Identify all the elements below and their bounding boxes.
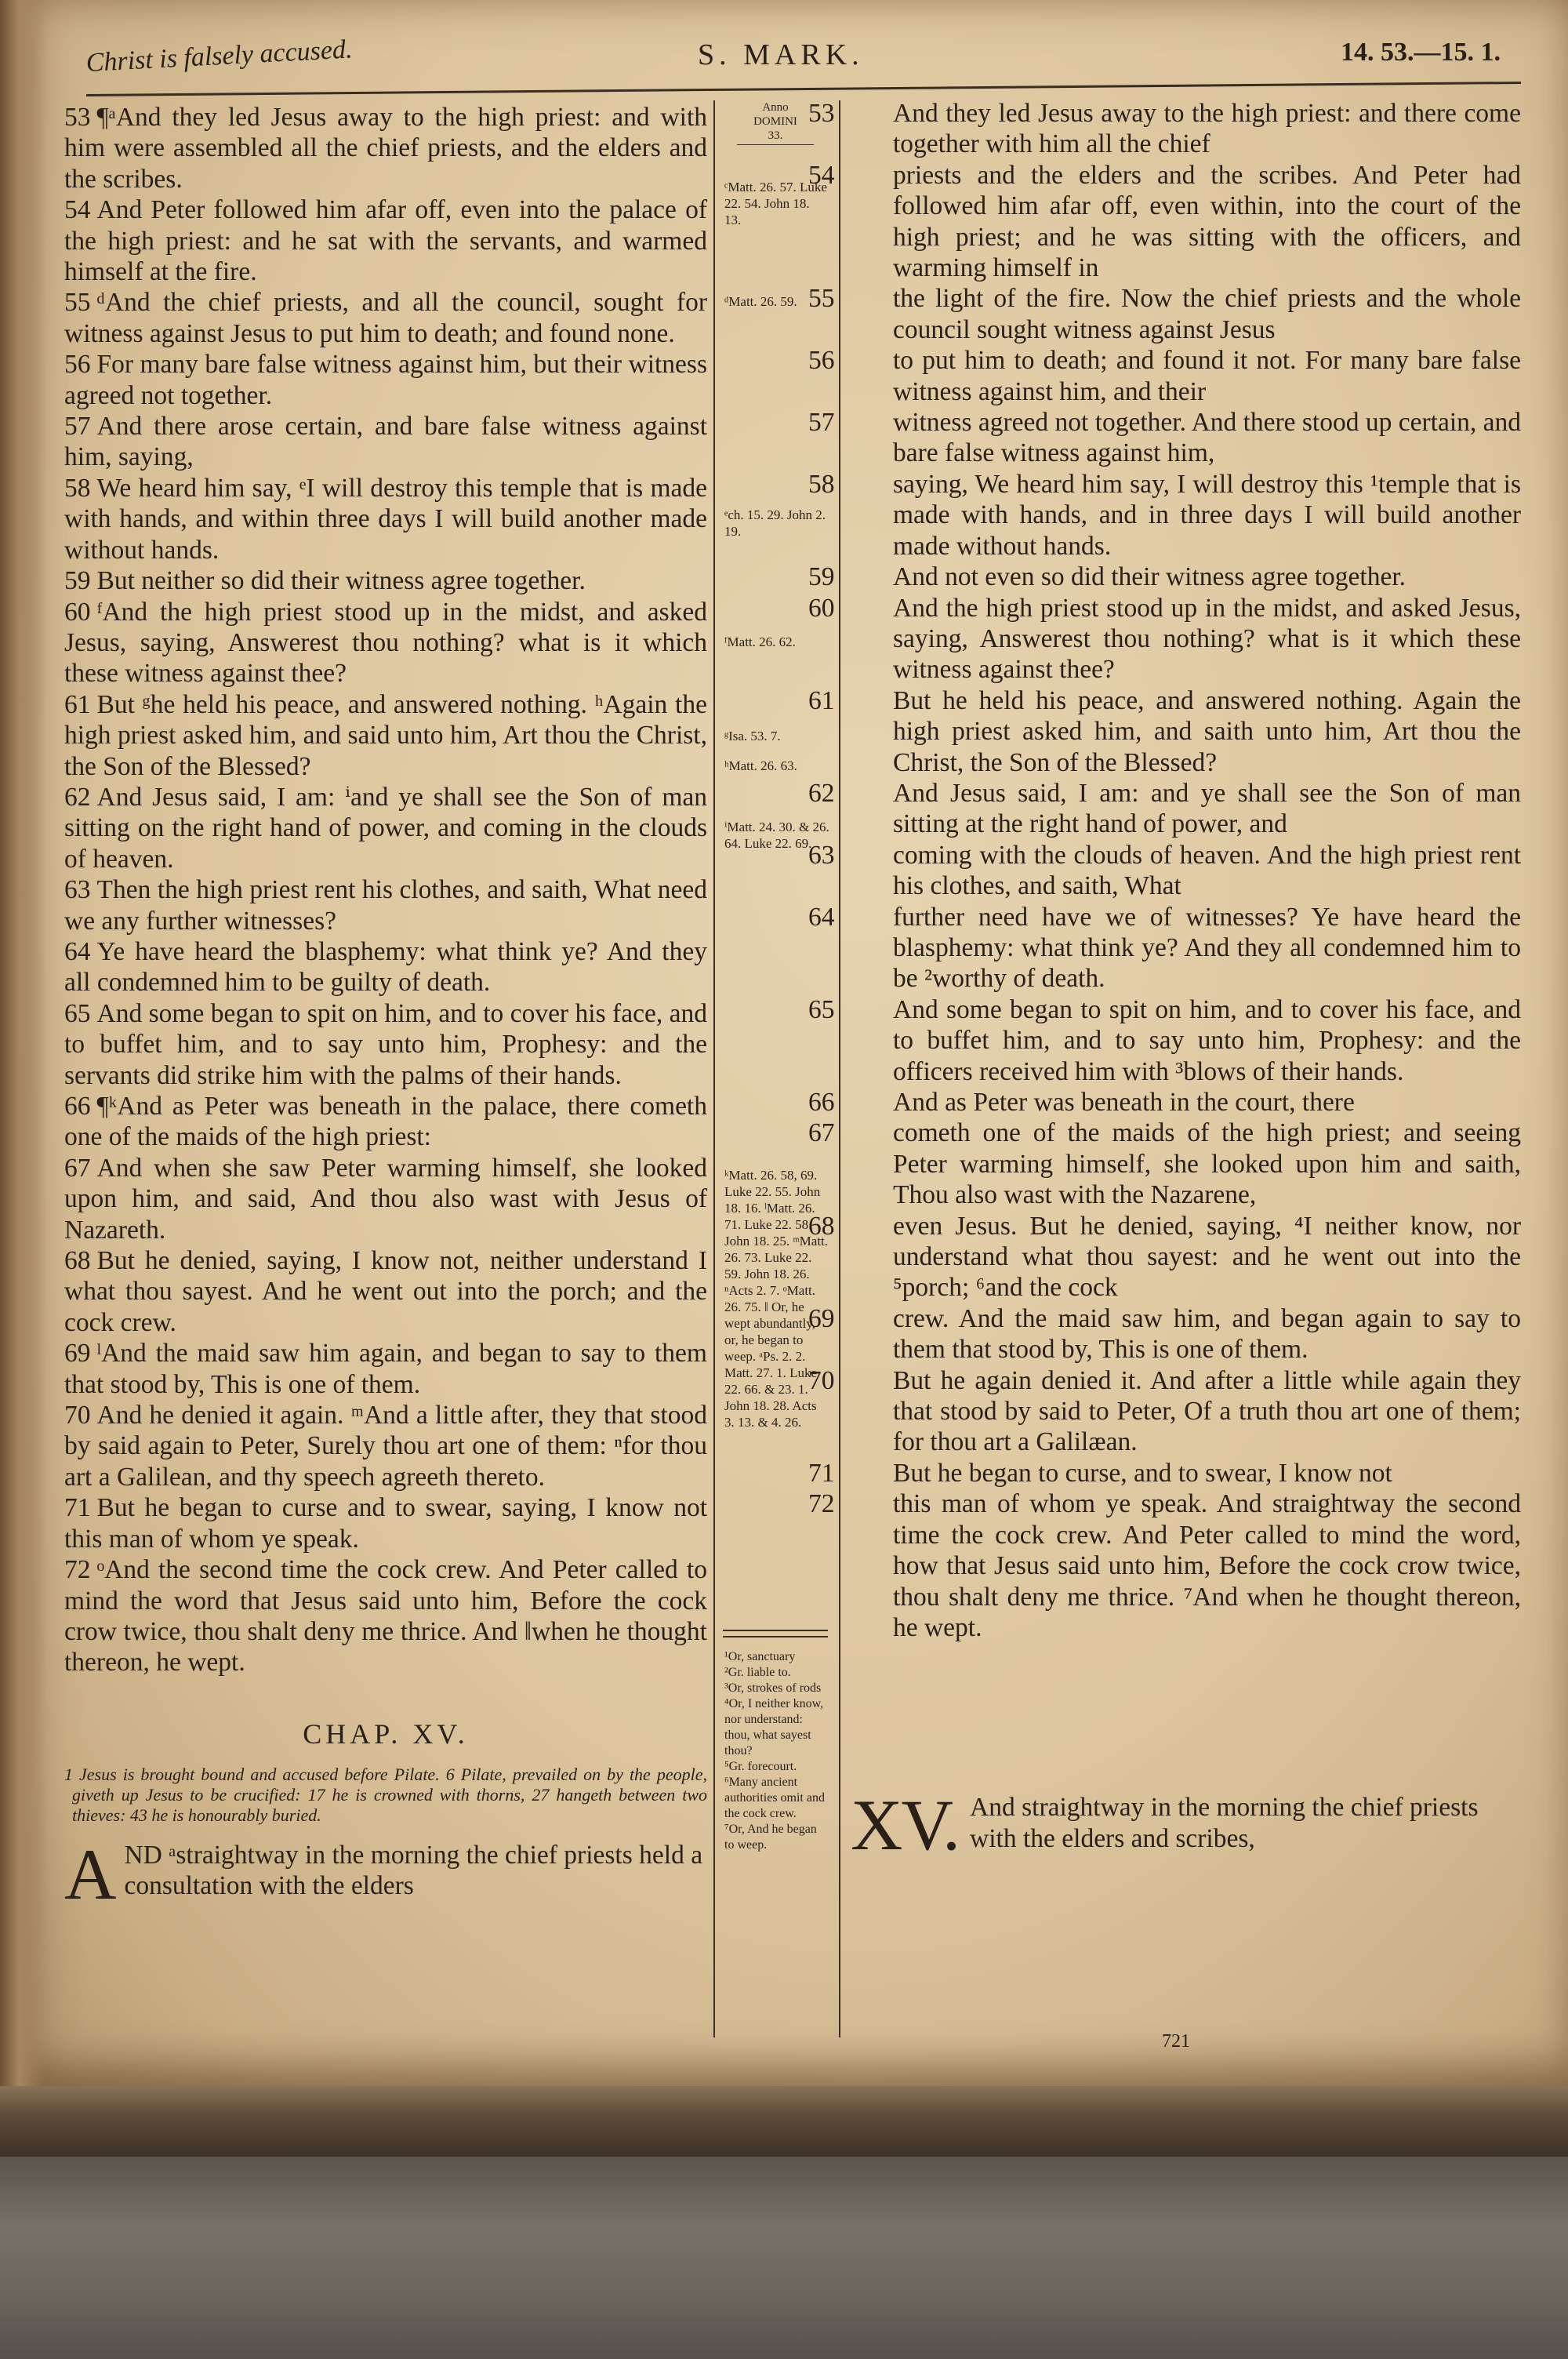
verse-text: priests and the elders and the scribes. And Peter had followed him afar off, even within, into the court of the high priest; and he was sitting with the officers, and warming himself in	[893, 160, 1521, 283]
chapter-opening-rv	[851, 1785, 1521, 1866]
verse-text: But ᵍhe held his peace, and answered nothing. ʰAgain the high priest asked him, and said unto him, Art thou the Christ, the Son of the Blessed?	[64, 689, 707, 781]
verse-number: 65	[64, 998, 91, 1028]
left-verse-list	[64, 102, 707, 1678]
verse-56	[808, 345, 1521, 407]
verse-number: 58	[64, 473, 91, 503]
verse-number: 63	[64, 875, 91, 905]
page-edges	[0, 2086, 1568, 2157]
verse-number: 53	[64, 103, 91, 132]
cross-ref: ʰMatt. 26. 63.	[724, 758, 797, 773]
verse-text: the light of the fire. Now the chief priests and the whole council sought witness against Jesus	[893, 284, 1521, 344]
verse-number: 55	[808, 284, 835, 314]
verse-number: 72	[808, 1489, 835, 1519]
anno-rule	[737, 144, 814, 145]
drop-cap: A	[64, 1834, 117, 1914]
verse-text: ¶ᵏAnd as Peter was beneath in the palace, there cometh one of the maids of the high priest:	[64, 1092, 707, 1152]
verse-60	[64, 597, 707, 689]
verse-text: And some began to spit on him, and to cover his face, and to buffet him, and to say unto him, Prophesy: and the officers received him with ³blows of their hands.	[893, 994, 1521, 1086]
verse-number: 70	[64, 1401, 91, 1430]
verse-62	[808, 778, 1521, 840]
cross-ref: ᵉch. 15. 29. John 2. 19.	[724, 507, 826, 539]
verse-66	[808, 1087, 1521, 1118]
book-cover	[0, 2157, 1568, 2359]
verse-number: 59	[64, 566, 91, 596]
page-number: 721	[1162, 2031, 1190, 2052]
left-column-av	[64, 102, 707, 1914]
verse-66	[64, 1091, 707, 1153]
column-rule-left	[713, 100, 715, 2037]
notes-rule	[723, 1630, 828, 1631]
verse-number: 64	[808, 902, 835, 932]
verse-69	[808, 1303, 1521, 1365]
verse-67	[64, 1153, 707, 1245]
verse-56	[64, 349, 707, 411]
verse-67	[808, 1118, 1521, 1210]
verse-text: And there arose certain, and bare false witness against him, saying,	[64, 412, 707, 472]
cross-ref: ᶜMatt. 26. 57. Luke 22. 54. John 18. 13.	[724, 180, 827, 227]
verse-number: 61	[808, 685, 835, 715]
verse-number: 62	[808, 778, 835, 808]
chapter-numeral: XV.	[851, 1785, 960, 1866]
cross-ref: ᵈMatt. 26. 59.	[724, 294, 797, 309]
right-column-rv	[808, 98, 1521, 1866]
verse-64	[64, 936, 707, 998]
verse-70	[64, 1400, 707, 1492]
verse-number: 54	[808, 160, 835, 190]
chapter-opening-text-rv: And straightway in the morning the chief priests with the elders and scribes,	[970, 1793, 1479, 1853]
verse-text: coming with the clouds of heaven. And the high priest rent his clothes, and saith, What	[893, 840, 1521, 901]
verse-59	[808, 562, 1521, 592]
chapter-synopsis: 1 Jesus is brought bound and accused before Pilate. 6 Pilate, prevailed on by the people, giveth up Jesus to be crucified: 17 he is crowned with thorns, 27 hangeth between two thieves: 43 he is honourably buried.	[64, 1764, 707, 1825]
verse-number: 57	[808, 408, 835, 438]
verse-number: 66	[808, 1088, 835, 1117]
verse-text: ¶ᵃAnd they led Jesus away to the high priest: and with him were assembled all the chief priests, and the elders and the scribes.	[64, 103, 707, 194]
verse-number: 63	[808, 840, 835, 870]
verse-54	[64, 194, 707, 287]
verse-text: witness agreed not together. And there stood up certain, and bare false witness against him,	[893, 408, 1521, 468]
verse-68	[64, 1245, 707, 1338]
cross-ref: ⁱMatt. 24. 30. & 26. 64. Luke 22. 69.	[724, 820, 829, 851]
verse-65	[64, 998, 707, 1091]
verse-number: 60	[64, 597, 91, 627]
verse-number: 54	[64, 195, 91, 225]
verse-text: But he began to curse, and to swear, I know not	[893, 1458, 1392, 1488]
verse-number: 56	[808, 346, 835, 376]
verse-63	[808, 840, 1521, 902]
verse-63	[64, 874, 707, 936]
verse-text: And not even so did their witness agree together.	[893, 562, 1406, 592]
verse-text: But he again denied it. And after a little while again they that stood by said to Peter, Of a truth thou art one of them; for thou art a Galilæan.	[893, 1365, 1521, 1457]
verse-61	[64, 689, 707, 782]
verse-text: But neither so did their witness agree together.	[96, 566, 586, 596]
verse-72	[64, 1554, 707, 1678]
verse-58	[64, 473, 707, 565]
verse-text: saying, We heard him say, I will destroy this ¹temple that is made with hands, and in three days I will build another made without hands.	[893, 469, 1521, 561]
verse-number: 60	[808, 593, 835, 623]
marginal-note: ⁴Or, I neither know, nor understand: thou, what sayest thou?	[724, 1697, 824, 1757]
marginal-note: ³Or, strokes of rods	[724, 1681, 822, 1695]
verse-54	[808, 160, 1521, 284]
verse-number: 56	[64, 350, 91, 380]
verse-57	[64, 411, 707, 473]
marginal-note: ⁷Or, And he began to weep.	[724, 1823, 817, 1852]
cross-ref: ᵍIsa. 53. 7.	[724, 729, 781, 743]
verse-number: 62	[64, 782, 91, 812]
verse-text: to put him to death; and found it not. For many bare false witness against him, and their	[893, 346, 1521, 406]
verse-text: this man of whom ye speak. And straightway the second time the cock crew. And Peter called to mind the word, how that Jesus said unto him, Before the cock crow twice, thou shalt deny me thrice. ⁷And when he thought thereon, he wept.	[893, 1489, 1521, 1642]
verse-number: 72	[64, 1555, 91, 1585]
verse-number: 53	[808, 99, 835, 128]
book-spine-shadow	[0, 0, 47, 2086]
running-head-left: Christ is falsely accused.	[85, 35, 354, 78]
verse-number: 61	[64, 689, 91, 719]
verse-64	[808, 902, 1521, 994]
verse-59	[64, 565, 707, 596]
cross-ref: ᵏMatt. 26. 58, 69. Luke 22. 55. John 18. 16. ˡMatt. 26. 71. Luke 22. 58. John 18. 25. ᵐMatt. 26. 73. Luke 22. 59. John 18. 26. ⁿActs 2. 7. ᵒMatt. 26. 75. ‖ Or, he wept abundantly, or, he began to weep. ᵃPs. 2. 2. Matt. 27. 1. Luke 22. 66. & 23. 1. John 18. 28. Acts 3. 13. & 4. 26.	[724, 1168, 829, 1430]
verse-text: And Jesus said, I am: ⁱand ye shall see the Son of man sitting on the right hand of power, and coming in the clouds of heaven.	[64, 782, 707, 874]
verse-number: 70	[808, 1365, 835, 1395]
verse-text: crew. And the maid saw him, and began again to say to them that stood by, This is one of them.	[893, 1303, 1521, 1365]
verse-number: 59	[808, 562, 835, 592]
verse-number: 69	[64, 1339, 91, 1369]
right-verse-list	[808, 98, 1521, 1643]
marginal-notes	[724, 1649, 829, 1853]
verse-number: 68	[64, 1246, 91, 1276]
cross-ref: ᶠMatt. 26. 62.	[724, 634, 796, 649]
verse-55	[808, 283, 1521, 345]
verse-69	[64, 1338, 707, 1400]
verse-number: 69	[808, 1303, 835, 1333]
verse-62	[64, 782, 707, 874]
verse-text: further need have we of witnesses? Ye have heard the blasphemy: what think ye? And they all condemned him to be ²worthy of death.	[893, 902, 1521, 994]
marginal-note: ¹Or, sanctuary	[724, 1650, 796, 1663]
verse-text: ᵒAnd the second time the cock crew. And Peter called to mind the word that Jesus said unto him, Before the cock crow twice, thou shalt deny me thrice. And ‖when he thought thereon, he wept.	[64, 1555, 707, 1677]
verse-text: ᵈAnd the chief priests, and all the council, sought for witness against Jesus to put him to death; and found none.	[64, 288, 707, 348]
verse-text: But he began to curse and to swear, saying, I know not this man of whom ye speak.	[64, 1493, 707, 1554]
verse-53	[64, 102, 707, 194]
verse-60	[808, 593, 1521, 685]
verse-70	[808, 1365, 1521, 1458]
chapter-opening-text: ND ᵃstraightway in the morning the chief priests held a consultation with the elders	[124, 1840, 703, 1901]
marginal-note: ⁶Many ancient authorities omit and the cock crew.	[724, 1776, 825, 1820]
chapter-verse-range: 14. 53.—15. 1.	[1341, 38, 1501, 67]
verse-text: And the high priest stood up in the midst, and asked Jesus, saying, Answerest thou nothing? what is it which these witness against thee?	[893, 593, 1521, 685]
verse-text: ˡAnd the maid saw him again, and began to say to them that stood by, This is one of them.	[64, 1339, 707, 1399]
verse-number: 58	[808, 469, 835, 499]
domini-word: DOMINI	[753, 115, 797, 128]
verse-text: And Peter followed him afar off, even into the palace of the high priest: and he sat with the servants, and warmed himself at the fire.	[64, 195, 707, 287]
verse-72	[808, 1488, 1521, 1643]
verse-number: 65	[808, 994, 835, 1024]
verse-65	[808, 994, 1521, 1087]
marginal-note: ⁵Gr. forecourt.	[724, 1760, 797, 1773]
verse-number: 67	[808, 1118, 835, 1148]
verse-number: 55	[64, 288, 91, 318]
verse-text: Ye have heard the blasphemy: what think ye? And they all condemned him to be guilty of death.	[64, 936, 707, 998]
verse-58	[808, 469, 1521, 562]
verse-68	[808, 1211, 1521, 1303]
notes-rule	[723, 1636, 828, 1637]
verse-71	[808, 1458, 1521, 1488]
verse-number: 71	[64, 1493, 91, 1523]
anno-word: Anno	[762, 101, 789, 114]
verse-text: And as Peter was beneath in the court, there	[893, 1088, 1355, 1117]
verse-text: We heard him say, ᵉI will destroy this temple that is made with hands, and within three days I will build another made without hands.	[64, 473, 707, 565]
verse-text: But he held his peace, and answered nothing. Again the high priest asked him, and saith unto him, Art thou the Christ, the Son of the Blessed?	[893, 685, 1521, 777]
verse-text: Then the high priest rent his clothes, and saith, What need we any further witnesses?	[64, 875, 707, 936]
verse-text: And some began to spit on him, and to cover his face, and to buffet him, and to say unto him, Prophesy: and the servants did strike him with the palms of their hands.	[64, 998, 707, 1090]
margin-column	[720, 100, 831, 2037]
verse-number: 57	[64, 412, 91, 442]
verse-text: And he denied it again. ᵐAnd a little after, they that stood by said again to Peter, Surely thou art one of them: ⁿfor thou art a Galilean, and thy speech agreeth thereto.	[64, 1401, 707, 1492]
verse-number: 66	[64, 1092, 91, 1121]
book-title: S. MARK.	[698, 38, 864, 71]
verse-number: 67	[64, 1153, 91, 1183]
verse-text: And they led Jesus away to the high priest: and there come together with him all the chief	[893, 99, 1521, 159]
verse-number: 68	[808, 1211, 835, 1241]
verse-55	[64, 287, 707, 349]
year: 33.	[768, 129, 783, 142]
verse-text: cometh one of the maids of the high priest; and seeing Peter warming himself, she looked upon him and saith, Thou also wast with the Nazarene,	[893, 1118, 1521, 1210]
verse-71	[64, 1492, 707, 1554]
verse-text: ᶠAnd the high priest stood up in the midst, and asked Jesus, saying, Answerest thou nothing? what is it which these witness against thee?	[64, 597, 707, 689]
verse-57	[808, 407, 1521, 469]
verse-number: 71	[808, 1458, 835, 1488]
verse-number: 64	[64, 936, 91, 966]
chapter-opening	[64, 1834, 707, 1914]
column-rule-right	[839, 100, 840, 2037]
verse-text: even Jesus. But he denied, saying, ⁴I neither know, nor understand what thou sayest: and he went out into the ⁵porch; ⁶and the cock	[893, 1211, 1521, 1303]
verse-61	[808, 685, 1521, 778]
verse-text: But he denied, saying, I know not, neither understand I what thou sayest. And he went out into the porch; and the cock crew.	[64, 1246, 707, 1337]
chapter-heading: CHAP. XV.	[303, 1717, 469, 1750]
verse-53	[808, 98, 1521, 160]
verse-text: And when she saw Peter warming himself, she looked upon him, and said, And thou also wast with Jesus of Nazareth.	[64, 1153, 707, 1245]
marginal-note: ²Gr. liable to.	[724, 1666, 791, 1679]
verse-text: For many bare false witness against him, but their witness agreed not together.	[64, 350, 707, 410]
verse-text: And Jesus said, I am: and ye shall see the Son of man sitting at the right hand of power, and	[893, 778, 1521, 839]
